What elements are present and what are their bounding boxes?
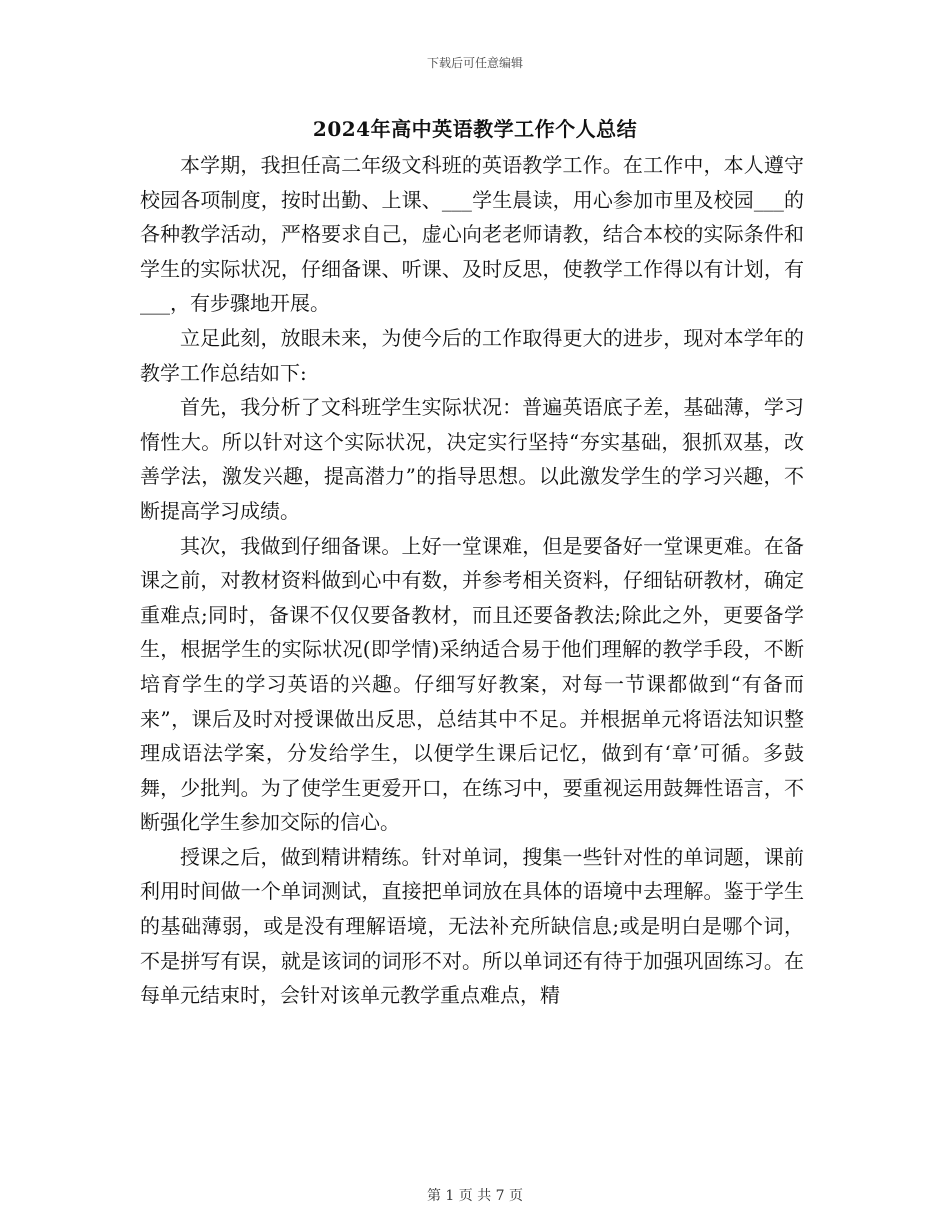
paragraph-3: 首先，我分析了文科班学生实际状况：普遍英语底子差，基础薄，学习惰性大。所以针对这个实际状况，决定实行坚持“夯实基础，狠抓双基，改善学法，激发兴趣，提高潜力”的指导思想。以此激发学生的学习兴趣，不断提高学习成绩。 bbox=[140, 395, 804, 523]
paragraph-2: 立足此刻，放眼未来，为使今后的工作取得更大的进步，现对本学年的教学工作总结如下: bbox=[140, 325, 804, 385]
paragraph-1: 本学期，我担任高二年级文科班的英语教学工作。在工作中，本人遵守校园各项制度，按时出勤、上课、___学生晨读，用心参加市里及校园___的各种教学活动，严格要求自己，虚心向老老师请教，结合本校的实际条件和学生的实际状况，仔细备课、听课、及时反思，使教学工作得以有计划，有___，有步骤地开展。 bbox=[140, 153, 804, 316]
document-title: 2024年高中英语教学工作个人总结 bbox=[312, 117, 638, 141]
page-header-note: 下载后可任意编辑 bbox=[426, 56, 523, 70]
paragraph-5: 授课之后，做到精讲精练。针对单词，搜集一些针对性的单词题，课前利用时间做一个单词测试，直接把单词放在具体的语境中去理解。鉴于学生的基础薄弱，或是没有理解语境，无法补充所缺信息;或是明白是哪个词，不是拼写有误，就是该词的词形不对。所以单词还有待于加强巩固练习。在每单元结束时，会针对该单元教学重点难点，精 bbox=[140, 844, 804, 1008]
paragraph-4: 其次，我做到仔细备课。上好一堂课难，但是要备好一堂课更难。在备课之前，对教材资料做到心中有数，并参考相关资料，仔细钻研教材，确定重难点;同时，备课不仅仅要备教材，而且还要备教法;除此之外，更要备学生，根据学生的实际状况(即学情)采纳适合易于他们理解的教学手段，不断培育学生的学习英语的兴趣。仔细写好教案，对每一节课都做到“有备而来”，课后及时对授课做出反思，总结其中不足。并根据单元将语法知识整理成语法学案，分发给学生，以便学生课后记忆，做到有‘章’可循。多鼓舞，少批判。为了使学生更爱开口，在练习中，要重视运用鼓舞性语言，不断强化学生参加交际的信心。 bbox=[140, 533, 804, 835]
page-number: 第 1 页 共 7 页 bbox=[426, 1188, 524, 1204]
document-body bbox=[140, 148, 804, 1013]
